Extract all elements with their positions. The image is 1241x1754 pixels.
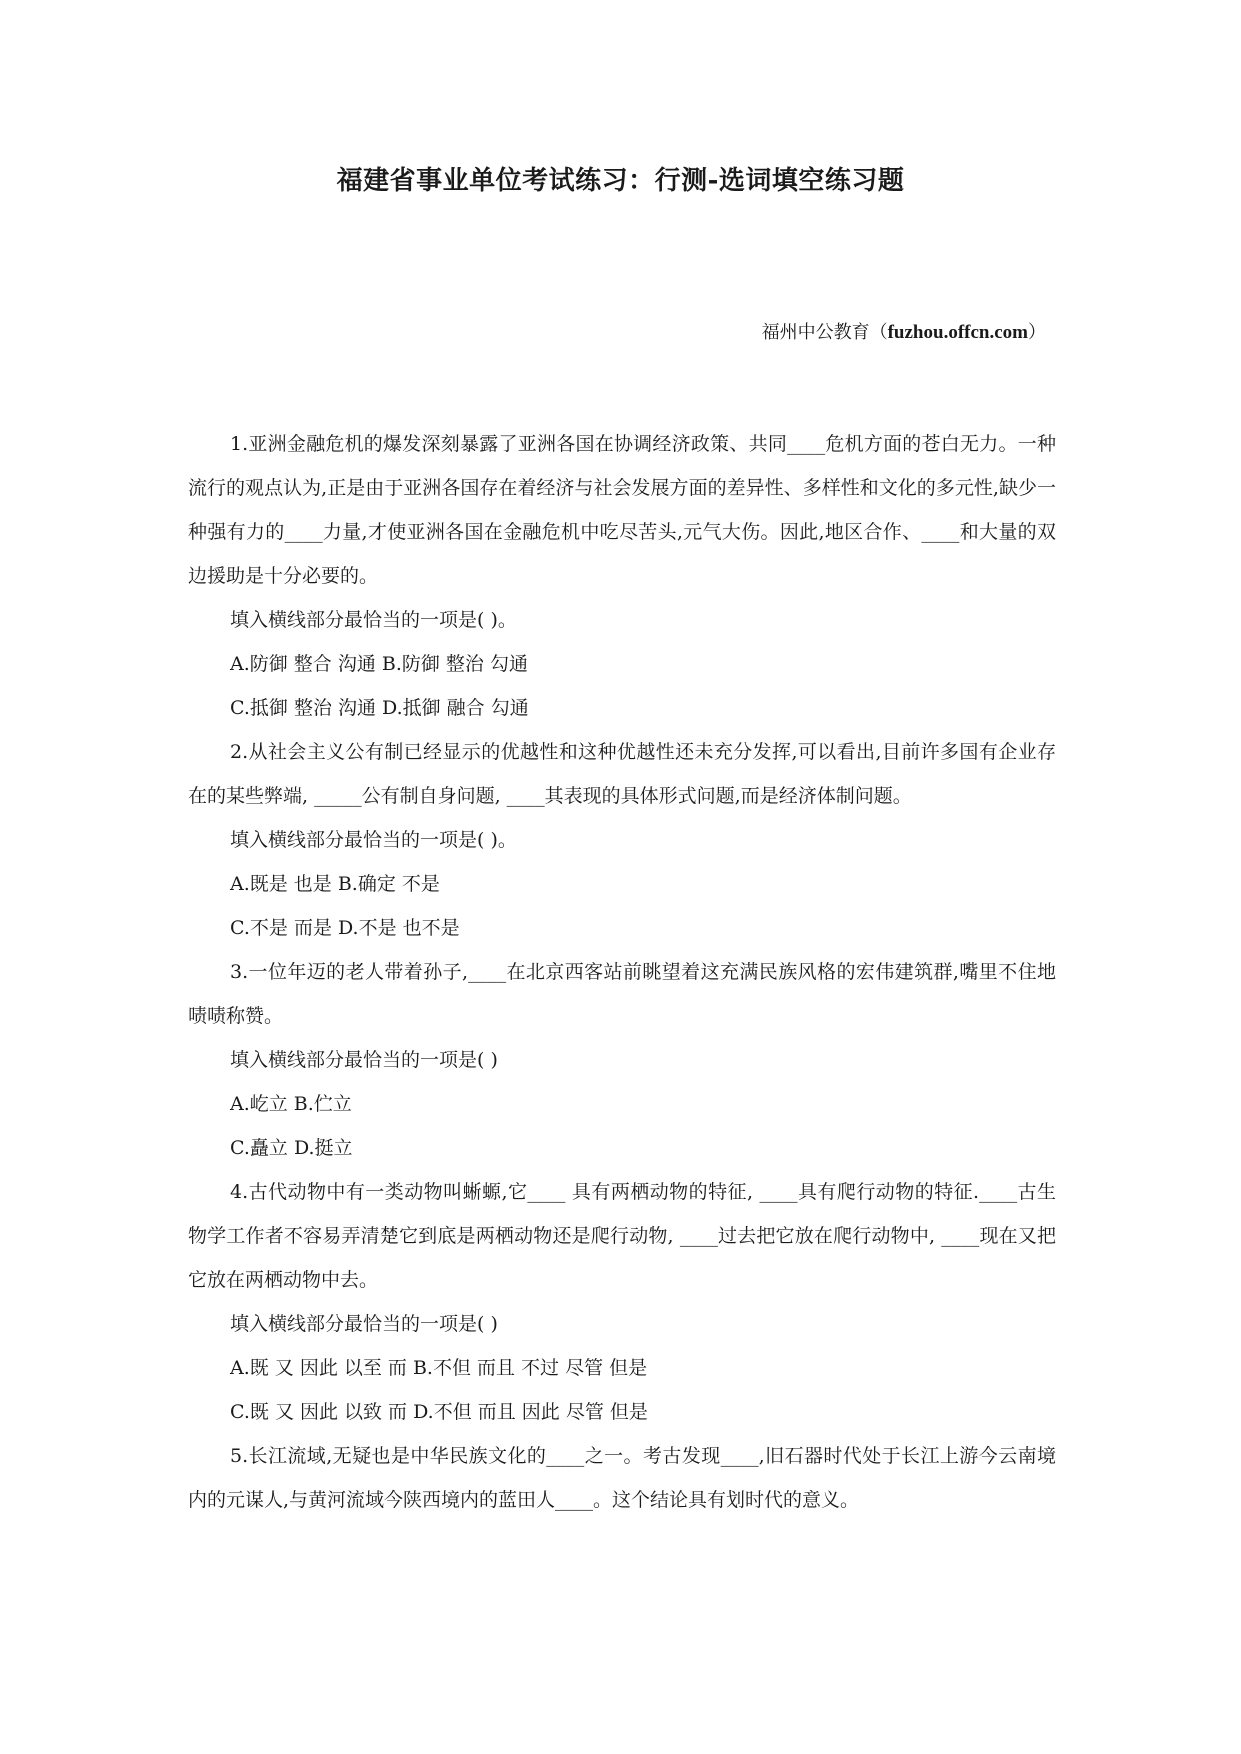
option-line-ab: A.防御 整合 沟通 B.防御 整治 勾通 — [230, 653, 528, 675]
source-url: fuzhou.offcn.com — [887, 322, 1028, 343]
source-attribution — [762, 318, 1046, 344]
question-text: 3.一位年迈的老人带着孙子,____在北京西客站前眺望着这充满民族风格的宏伟建筑群,嘴里不住地啧啧称赞。 — [188, 961, 1056, 1027]
question-3 — [188, 950, 1056, 1170]
document-title: 福建省事业单位考试练习：行测-选词填空练习题 — [336, 166, 905, 196]
option-line-cd: C.既 又 因此 以致 而 D.不但 而且 因此 尽管 但是 — [230, 1401, 648, 1423]
source-open-paren: （ — [869, 322, 888, 343]
question-1 — [188, 422, 1056, 730]
option-line-cd: C.抵御 整治 沟通 D.抵御 融合 勾通 — [230, 697, 529, 719]
question-list — [188, 422, 1056, 1522]
question-4 — [188, 1170, 1056, 1434]
question-text: 2.从社会主义公有制已经显示的优越性和这种优越性还未充分发挥,可以看出,目前许多国有企业存在的某些弊端, _____公有制自身问题, ____其表现的具体形式问题,而是经济体制问题。 — [188, 741, 1056, 807]
question-2 — [188, 730, 1056, 950]
option-line-cd: C.矗立 D.挺立 — [230, 1137, 353, 1159]
option-line-cd: C.不是 而是 D.不是 也不是 — [230, 917, 460, 939]
question-prompt: 填入横线部分最恰当的一项是( ) — [230, 1313, 498, 1335]
question-prompt: 填入横线部分最恰当的一项是( ) — [230, 1049, 498, 1071]
question-prompt: 填入横线部分最恰当的一项是( )。 — [230, 609, 517, 631]
question-text: 4.古代动物中有一类动物叫蜥螈,它____ 具有两栖动物的特征, ____具有爬行动物的特征.____古生物学工作者不容易弄清楚它到底是两栖动物还是爬行动物, ____过去把它放在爬行动物中, ____现在又把它放在两栖动物中去。 — [188, 1181, 1056, 1291]
option-line-ab: A.既是 也是 B.确定 不是 — [230, 873, 440, 895]
source-close-paren: ） — [1028, 322, 1046, 343]
option-line-ab: A.既 又 因此 以至 而 B.不但 而且 不过 尽管 但是 — [230, 1357, 648, 1379]
question-text: 1.亚洲金融危机的爆发深刻暴露了亚洲各国在协调经济政策、共同____危机方面的苍白无力。一种流行的观点认为,正是由于亚洲各国存在着经济与社会发展方面的差异性、多样性和文化的多元性,缺少一种强有力的____力量,才使亚洲各国在金融危机中吃尽苦头,元气大伤。因此,地区合作、____和大量的双边援助是十分必要的。 — [188, 433, 1056, 587]
question-5 — [188, 1434, 1056, 1522]
option-line-ab: A.屹立 B.伫立 — [230, 1093, 352, 1115]
question-prompt: 填入横线部分最恰当的一项是( )。 — [230, 829, 517, 851]
question-text: 5.长江流域,无疑也是中华民族文化的____之一。考古发现____,旧石器时代处于长江上游今云南境内的元谋人,与黄河流域今陕西境内的蓝田人____。这个结论具有划时代的意义。 — [188, 1445, 1056, 1511]
source-brand: 福州中公教育 — [761, 322, 870, 343]
